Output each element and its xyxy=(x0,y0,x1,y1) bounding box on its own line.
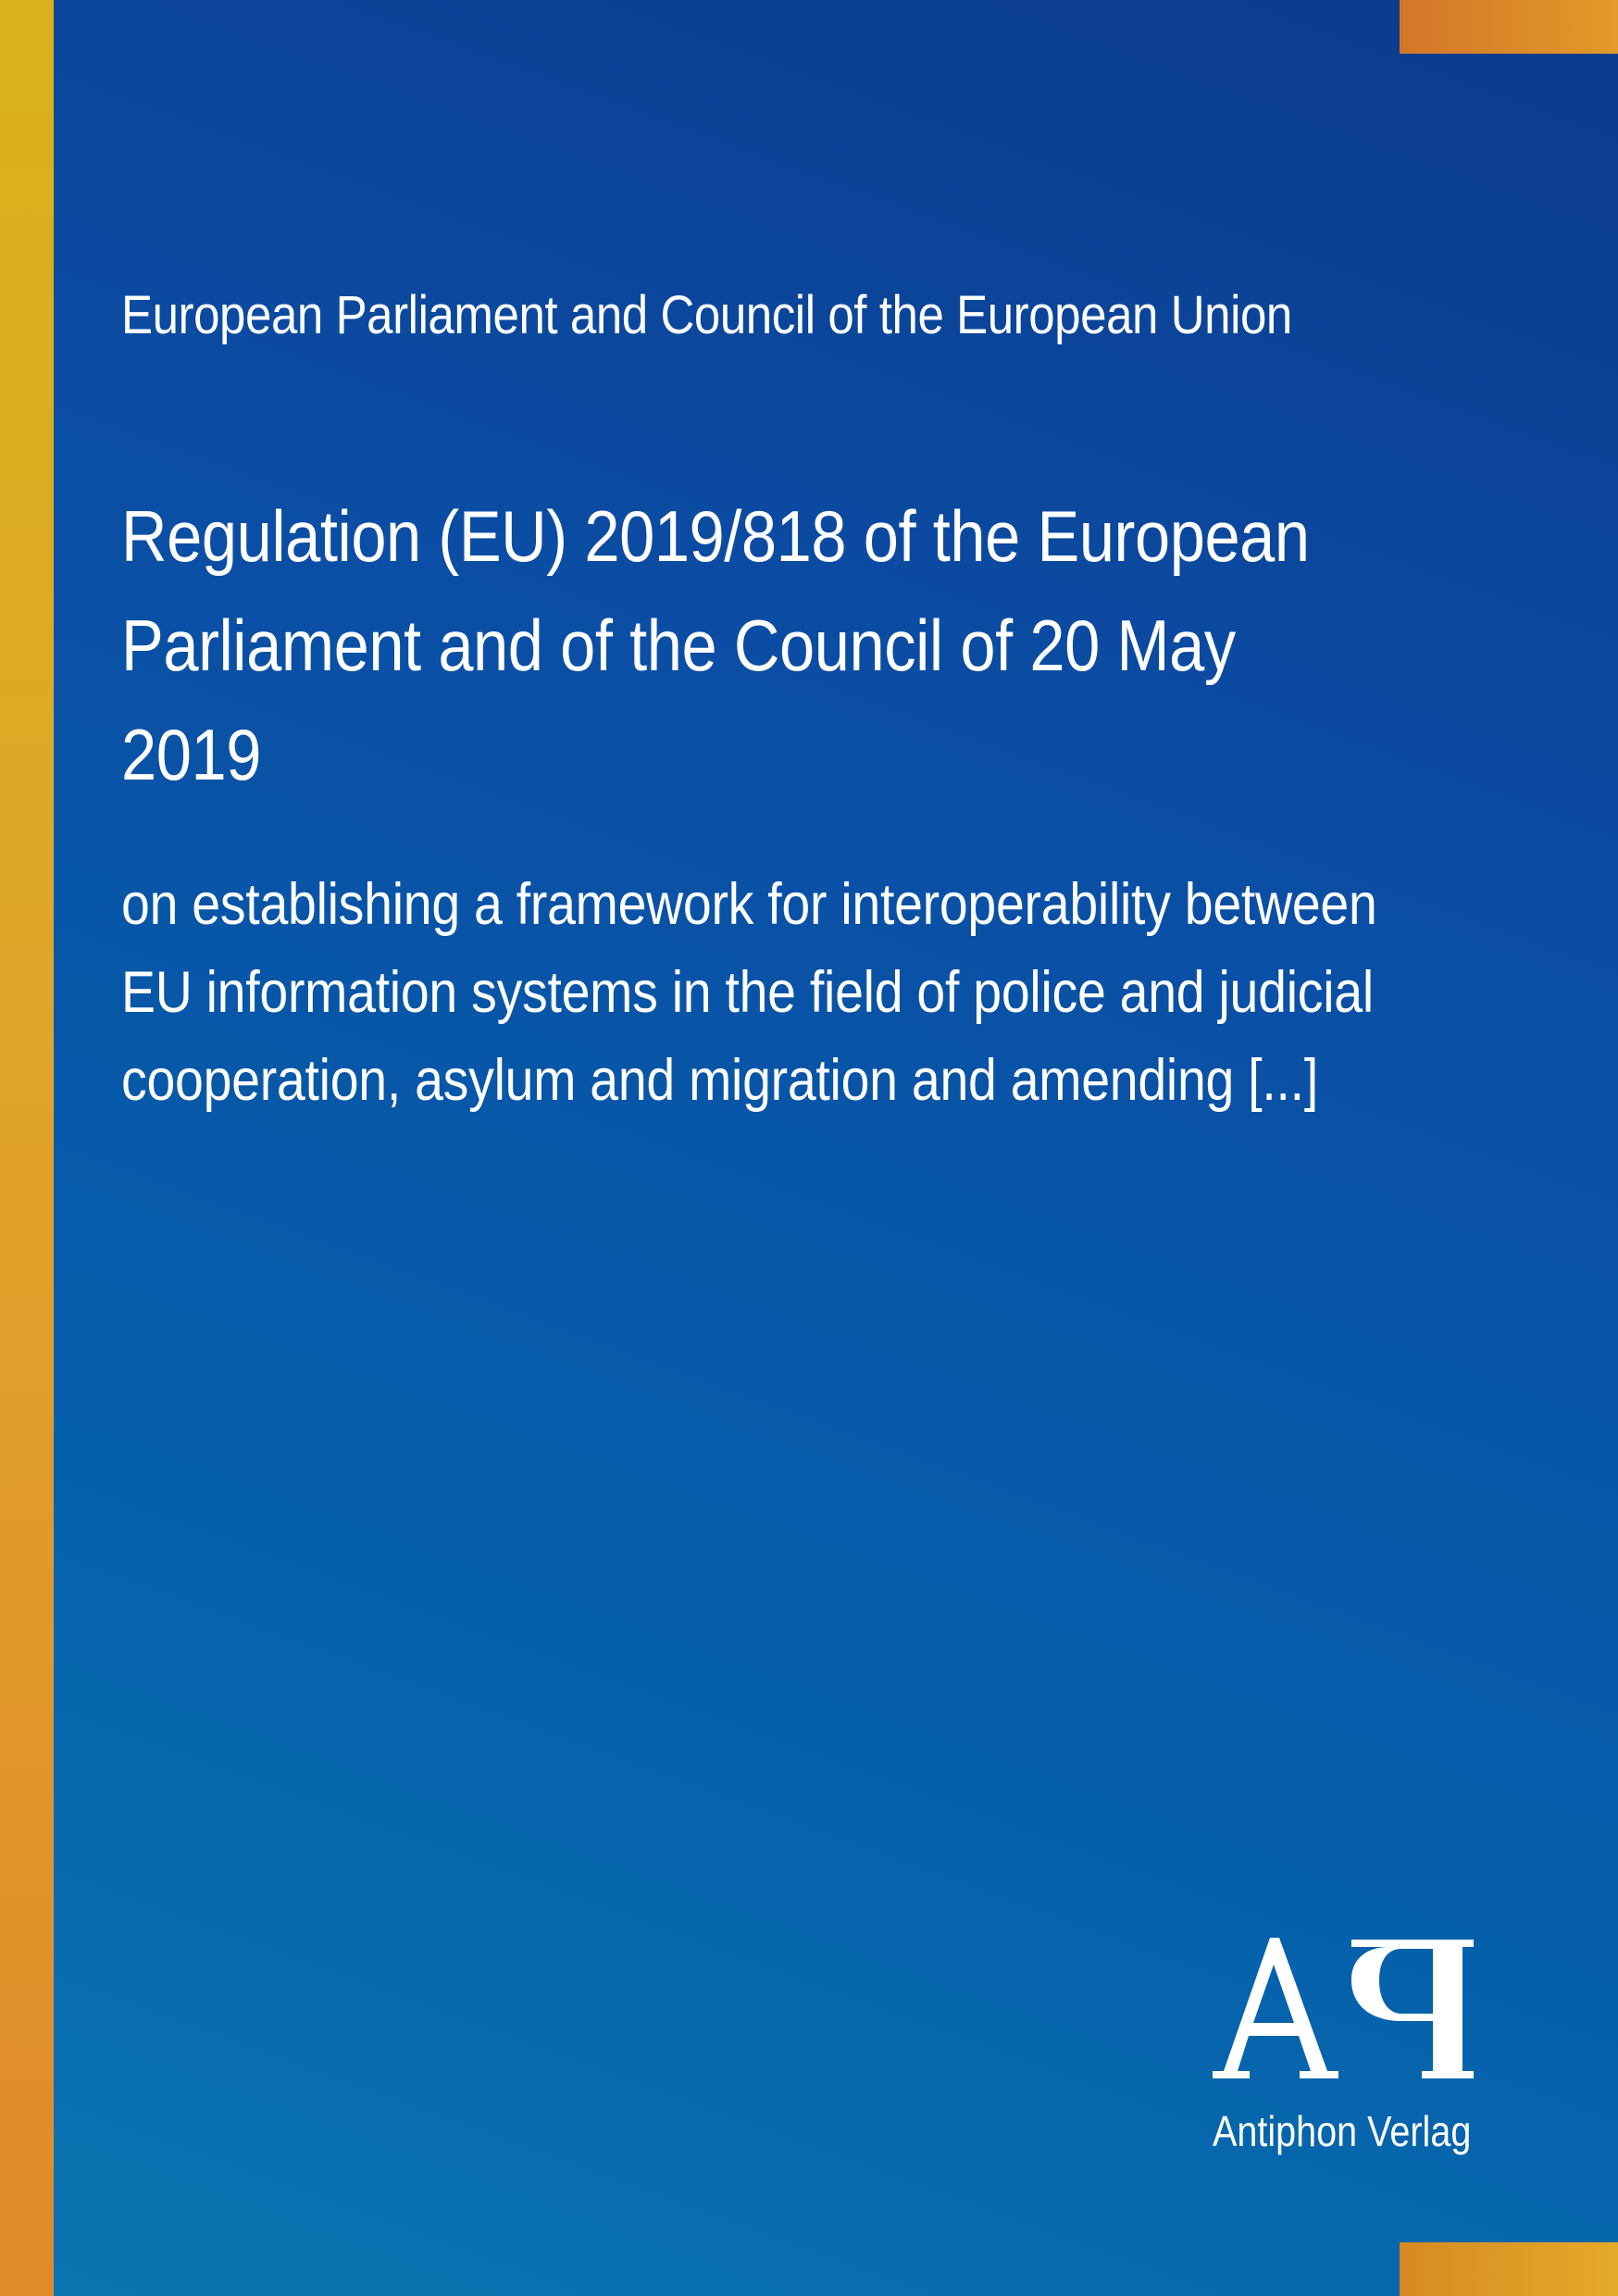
title-line: Regulation (EU) 2019/818 of the European xyxy=(121,495,1310,577)
subtitle-line: on establishing a framework for interoperability between xyxy=(121,872,1377,937)
top-right-accent-tab xyxy=(1400,0,1618,54)
book-subtitle xyxy=(121,861,1571,1125)
left-accent-stripe xyxy=(0,0,54,2296)
title-line: Parliament and of the Council of 20 May xyxy=(121,605,1236,686)
publisher-name: Antiphon Verlag xyxy=(1213,2107,1472,2155)
publisher-logo-icon xyxy=(1203,1930,1481,2088)
author-line: European Parliament and Council of the European Union xyxy=(121,285,1292,345)
subtitle-line: cooperation, asylum and migration and amending [...] xyxy=(121,1048,1318,1113)
title-line: 2019 xyxy=(121,714,261,795)
subtitle-line: EU information systems in the field of police and judicial xyxy=(121,960,1374,1025)
bottom-right-accent-tab xyxy=(1400,2242,1618,2296)
book-title xyxy=(121,481,1343,809)
